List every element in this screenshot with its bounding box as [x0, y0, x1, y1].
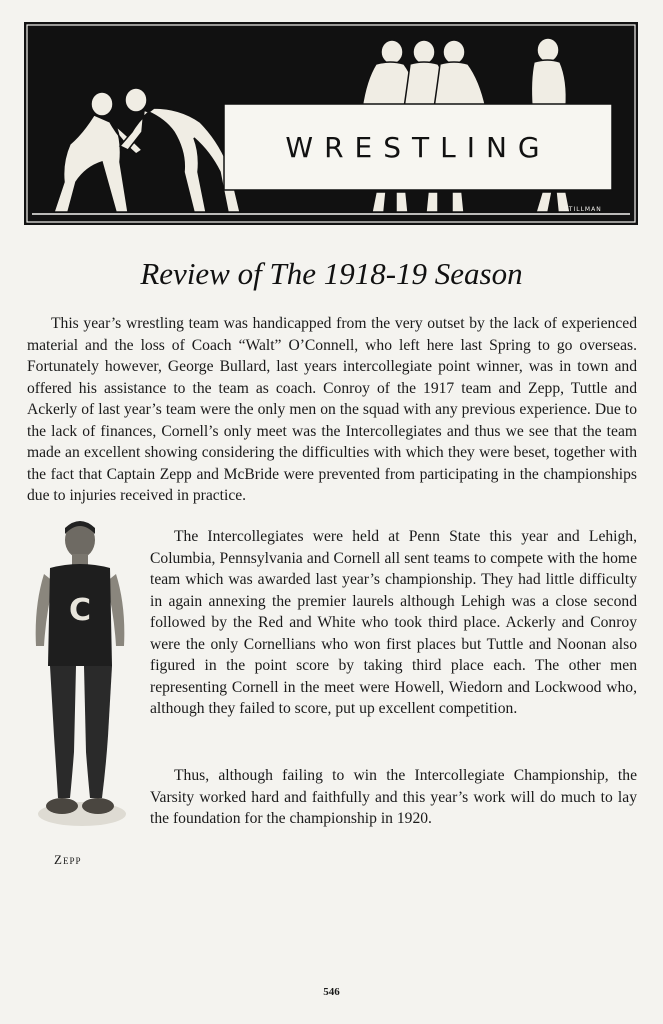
paragraph-1: This year’s wrestling team was handicapped from the very outset by the lack of experienced material and the loss of Coach “Walt” O’Connell, who left here last Spring to go overseas. Fortunately however, George Bullard, last years intercollegiate point winner, was in town and offered his assistance to the team as coach. Conroy of the 1917 team and Zepp, Tuttle and Ackerly of last year’s team were the only men on the squad with any previous experience. Due to the lack of finances, Cornell’s only meet was the Intercollegiates and thus we see that the team made an excellent showing considering the difficulties with which they were beset, together with the fact that Captain Zepp and McBride were prevented from participating in the championships due to injuries received in practice.: [27, 315, 637, 504]
artist-signature: STILLMAN: [564, 206, 602, 213]
banner-title: WRESTLING: [285, 130, 551, 164]
photo-caption: Zepp: [54, 852, 82, 867]
paragraph-3: Thus, although failing to win the Intercollegiate Championship, the Varsity worked hard and faithfully and this year’s work will do much to lay the foundation for the championship in 1920.: [150, 767, 637, 827]
page-title: Review of The 1918-19 Season: [140, 256, 523, 291]
page-number: 546: [323, 986, 340, 998]
athlete-figure: [26, 516, 138, 834]
athlete-photo: [26, 516, 138, 834]
jersey-letter: C: [68, 593, 92, 628]
paragraph-2: The Intercollegiates were held at Penn State this year and Lehigh, Columbia, Pennsylvania and Cornell all sent teams to compete with the home team which was awarded last year’s championship. They had little difficulty in again annexing the premier laurels although Lehigh was a close second followed by the Red and White who took third place. Ackerly and Conroy were the only Cornellians who won first places but Tuttle and Noonan also figured in the point score by taking third place each. The other men representing Cornell in the meet were Howell, Wiedorn and Lockwood who, although they failed to score, put up excellent competition.: [150, 528, 637, 717]
